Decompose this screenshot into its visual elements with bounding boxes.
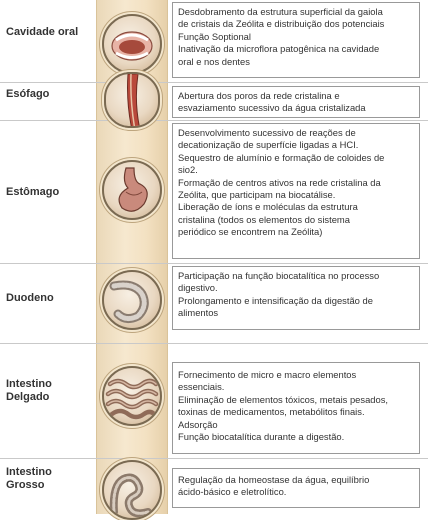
duodenum-icon [102,270,162,330]
row-label-line: Grosso [6,479,45,491]
row-divider [0,263,428,264]
description-stomach [172,123,420,259]
large-intestine-icon [102,460,162,520]
description-line: periódico se encontrem na Zeólita) [178,226,323,238]
row-divider [0,458,428,459]
description-large-intestine [172,468,420,508]
description-line: toxinas de medicamentos, metabólitos finais. [178,406,365,418]
description-line: Prolongamento e intensificação da digestão de [178,294,373,306]
row-divider [0,120,428,121]
row-label-duodenum: Duodeno [6,292,54,304]
row-label-line: Delgado [6,391,50,403]
description-small-intestine [172,362,420,454]
description-oral-cavity [172,2,420,78]
row-label-oral-cavity: Cavidade oral [6,26,79,38]
description-line: Eliminação de elementos tóxicos, metais pesados, [178,393,389,405]
small-intestine-icon [102,366,162,426]
row-label-esophagus: Esófago [6,88,50,100]
description-line: Adsorção [178,418,218,430]
description-line: Participação na função biocatalítica no processo [178,270,380,281]
row-divider [0,82,428,83]
description-line: Função biocatalítica durante a digestão. [178,431,345,443]
description-line: digestivo. [178,282,218,294]
description-line: decationização de superfície ligadas a HCI. [178,139,359,151]
oral-cavity-icon [102,14,162,74]
description-line: oral e nos dentes [178,55,250,67]
row-label-large-intestine [6,466,94,492]
description-line: Sequestro de alumínio e formação de coloides de [178,151,385,163]
description-line: Liberação de íons e moléculas da estrutura [178,201,358,213]
description-esophagus [172,86,420,118]
description-line: Desenvolvimento sucessivo de reações de [178,127,356,138]
description-line: Função Soptional [178,30,251,42]
stomach-icon [102,160,162,220]
row-label-line: Intestino [6,466,52,478]
description-line: Desdobramento da estrutura superficial da gaiola [178,6,383,17]
description-line: cristalina (todos os elementos do sistema [178,213,350,225]
description-line: essenciais. [178,381,225,393]
description-line: Formação de centros ativos na rede cristalina da [178,176,381,188]
description-line: Regulação da homeostase da água, equilíbrio [178,474,370,485]
description-line: Abertura dos poros da rede cristalina e [178,90,340,101]
description-line: ácido-básico e eletrolítico. [178,486,287,498]
row-label-small-intestine [6,378,94,404]
description-line: Fornecimento de micro e macro elementos [178,369,357,380]
description-line: Zeólita, que participam na biocatálise. [178,189,336,201]
row-label-line: Intestino [6,378,52,390]
description-line: esvaziamento sucessivo da água cristalizada [178,102,366,114]
description-line: de cristais da Zeólita e distribuição dos potenciais [178,18,385,30]
description-duodenum [172,266,420,330]
esophagus-icon [104,72,160,128]
row-label-stomach: Estômago [6,186,60,198]
description-line: sio2. [178,164,198,176]
description-line: Inativação da microflora patogênica na cavidade [178,43,380,55]
row-divider [0,343,428,344]
description-line: alimentos [178,307,219,319]
